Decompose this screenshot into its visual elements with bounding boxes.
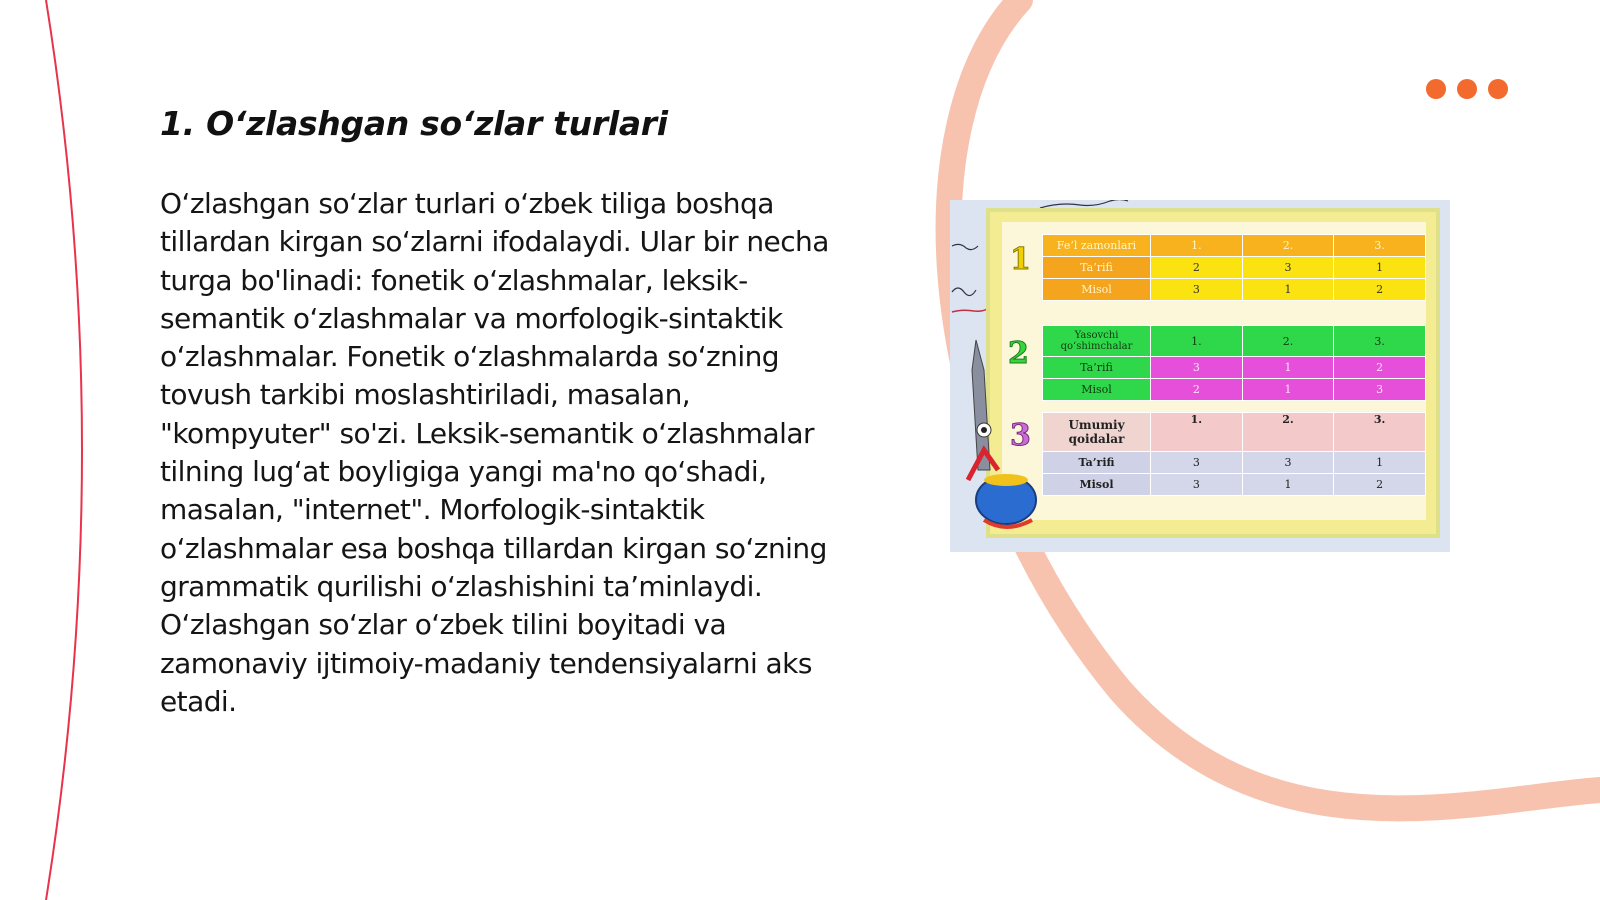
table-row: [1043, 326, 1426, 357]
illustration-image: [950, 200, 1450, 552]
table-cell: Umumiy qoidalar: [1043, 413, 1151, 452]
table-cell: 3: [1242, 452, 1334, 474]
table-cell: 3: [1151, 279, 1243, 301]
table-group-3: [1042, 412, 1426, 496]
table-cell: 3.: [1334, 413, 1426, 452]
table-cell: 2: [1334, 474, 1426, 496]
table-cell: 2.: [1242, 235, 1334, 257]
table-cell: 3: [1151, 357, 1243, 379]
table-cell: 3.: [1334, 326, 1426, 357]
more-options-dots-icon: [1426, 79, 1508, 99]
table-cell: Misol: [1043, 279, 1151, 301]
table-cell: 2.: [1242, 326, 1334, 357]
table-group-1: [1042, 234, 1426, 301]
group-number-2: 2: [1008, 336, 1029, 371]
table-row: [1043, 452, 1426, 474]
table-cell: 1.: [1151, 326, 1243, 357]
table-cell: 1: [1242, 279, 1334, 301]
left-accent-curve: [46, 0, 82, 900]
cartoon-pen-mascot-icon: [954, 330, 1064, 550]
table-cell: 2: [1151, 257, 1243, 279]
dot-icon: [1457, 79, 1477, 99]
table-cell: Ta’rifi: [1043, 357, 1151, 379]
table-cell: 3: [1151, 452, 1243, 474]
table-cell: 1: [1242, 474, 1334, 496]
table-group-2: [1042, 325, 1426, 401]
table-cell: 1: [1334, 452, 1426, 474]
table-cell: 3: [1242, 257, 1334, 279]
table-cell: Misol: [1043, 379, 1151, 401]
dot-icon: [1426, 79, 1446, 99]
table-cell: Yasovchi qo‘shimchalar: [1043, 326, 1151, 357]
table-row: [1043, 279, 1426, 301]
illustration-board-inner: [1002, 222, 1426, 520]
table-cell: 3: [1151, 474, 1243, 496]
table-cell: 1: [1334, 257, 1426, 279]
table-cell: Misol: [1043, 474, 1151, 496]
table-cell: Ta’rifi: [1043, 257, 1151, 279]
table-row: [1043, 357, 1426, 379]
table-row: [1043, 413, 1426, 452]
table-cell: 3: [1334, 379, 1426, 401]
table-cell: 1.: [1151, 235, 1243, 257]
table-cell: 2: [1151, 379, 1243, 401]
table-row: [1043, 474, 1426, 496]
table-cell: 1.: [1151, 413, 1243, 452]
table-cell: 1: [1242, 379, 1334, 401]
table-cell: Ta’rifi: [1043, 452, 1151, 474]
table-row: [1043, 235, 1426, 257]
body-paragraph: O‘zlashgan so‘zlar turlari o‘zbek tiliga boshqa tillardan kirgan so‘zlarni ifodalaydi. Ular bir necha turga bo'linadi: fonetik o‘zlashmalar, leksik-semantik o‘zlashmalar va morfologik-sintaktik o‘zlashmalar. Fonetik o‘zlashmalarda so‘zning tovush tarkibi moslashtiriladi, masalan, "kompyuter" so'zi. Leksik-semantik o‘zlashmalar tilning lug‘at boyligiga yangi ma'no qo‘shadi, masalan, "internet". Morfologik-sintaktik o‘zlashmalar esa boshqa tillardan kirgan so‘zning grammatik qurilishi o‘zlashishini ta’minlaydi. O‘zlashgan so‘zlar o‘zbek tilini boyitadi va zamonaviy ijtimoiy-madaniy tendensiyalarni aks etadi.: [160, 187, 829, 718]
group-number-1: 1: [1010, 242, 1031, 277]
table-cell: 2.: [1242, 413, 1334, 452]
table-cell: 2: [1334, 357, 1426, 379]
slide-title: 1. O‘zlashgan so‘zlar turlari: [160, 104, 668, 143]
table-cell: 3.: [1334, 235, 1426, 257]
group-number-3: 3: [1010, 418, 1031, 453]
table-cell: 2: [1334, 279, 1426, 301]
table-row: [1043, 257, 1426, 279]
dot-icon: [1488, 79, 1508, 99]
table-cell: 1: [1242, 357, 1334, 379]
table-cell: Fe’l zamonlari: [1043, 235, 1151, 257]
table-row: [1043, 379, 1426, 401]
